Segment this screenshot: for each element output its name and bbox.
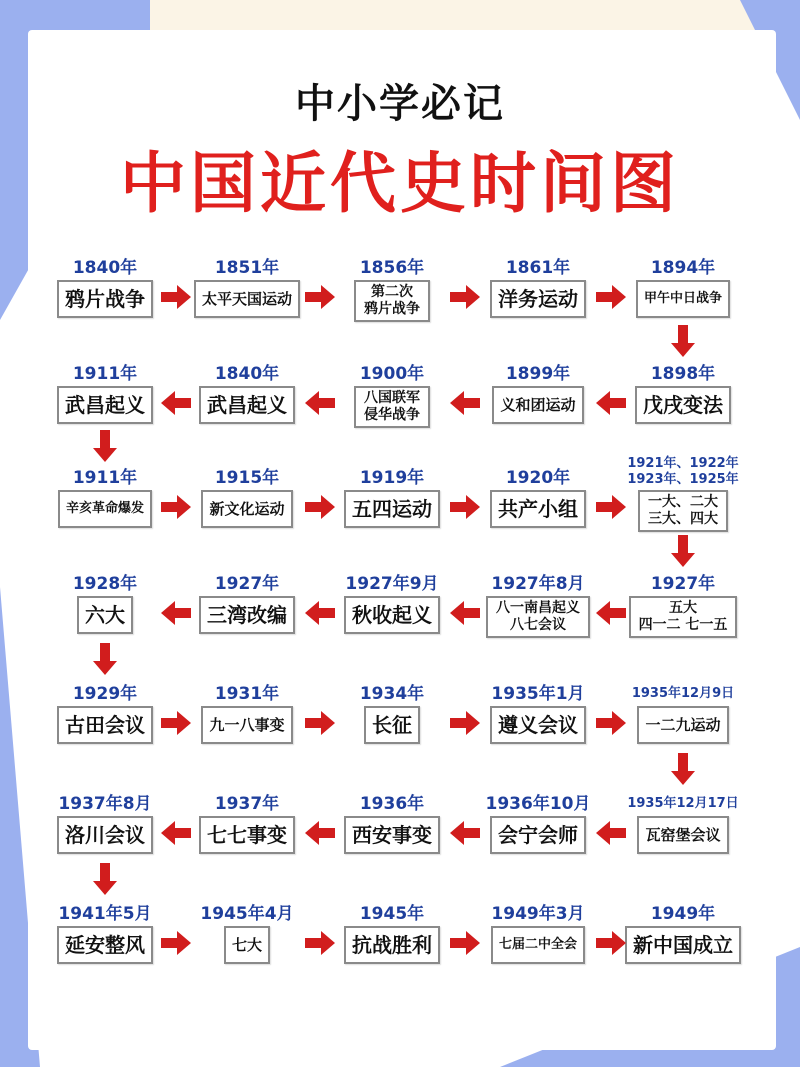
event-name: 太平天国运动 bbox=[201, 290, 292, 308]
arrow-right-icon bbox=[450, 931, 480, 955]
arrow-left-icon bbox=[596, 821, 626, 845]
event-box bbox=[57, 386, 153, 424]
event-box bbox=[638, 490, 728, 532]
arrow-right-icon bbox=[161, 711, 191, 735]
event-date: 1861年 bbox=[505, 258, 571, 278]
event-box bbox=[490, 280, 586, 318]
timeline-node bbox=[613, 574, 753, 638]
timeline-node bbox=[468, 574, 608, 638]
timeline-node bbox=[35, 574, 175, 634]
event-box bbox=[637, 706, 728, 744]
timeline-node bbox=[177, 904, 317, 964]
event-date: 1840年 bbox=[214, 364, 280, 384]
event-date: 1920年 bbox=[505, 468, 571, 488]
arrow-left-icon bbox=[161, 601, 191, 625]
event-box bbox=[344, 816, 440, 854]
event-box bbox=[77, 596, 133, 634]
event-name: 侵华战争 bbox=[364, 407, 420, 423]
event-box bbox=[57, 926, 153, 964]
event-name: 八国联军 bbox=[364, 390, 420, 406]
event-date: 1936年10月 bbox=[485, 794, 591, 814]
event-box bbox=[636, 280, 730, 318]
event-name: 七届二中全会 bbox=[498, 937, 577, 952]
event-box bbox=[364, 706, 420, 744]
event-box bbox=[201, 706, 292, 744]
arrow-down-icon bbox=[671, 325, 695, 357]
event-name: 甲午中日战争 bbox=[643, 291, 722, 306]
event-box bbox=[629, 596, 738, 638]
event-date: 1894年 bbox=[650, 258, 716, 278]
arrow-down-icon bbox=[93, 863, 117, 895]
event-name: 共产小组 bbox=[498, 497, 578, 521]
timeline-node bbox=[177, 574, 317, 634]
event-box bbox=[490, 706, 586, 744]
timeline-node bbox=[322, 258, 462, 322]
timeline-node bbox=[35, 364, 175, 424]
event-name: 五大 bbox=[669, 600, 697, 616]
event-date: 1929年 bbox=[72, 684, 138, 704]
event-name: 古田会议 bbox=[65, 713, 145, 737]
event-date: 1899年 bbox=[505, 364, 571, 384]
arrow-left-icon bbox=[161, 391, 191, 415]
timeline-node bbox=[35, 468, 175, 528]
event-name: 三湾改编 bbox=[207, 603, 287, 627]
event-date: 1919年 bbox=[359, 468, 425, 488]
arrow-right-icon bbox=[161, 285, 191, 309]
arrow-down-icon bbox=[671, 753, 695, 785]
timeline-node bbox=[322, 684, 462, 744]
event-date bbox=[613, 456, 753, 490]
arrow-right-icon bbox=[596, 711, 626, 735]
event-name: 九一八事变 bbox=[209, 716, 285, 734]
event-date: 1945年4月 bbox=[200, 904, 294, 924]
timeline-node bbox=[35, 684, 175, 744]
poster-subtitle: 中小学必记 bbox=[295, 81, 505, 127]
event-name: 新中国成立 bbox=[633, 933, 733, 957]
arrow-down-icon bbox=[93, 430, 117, 462]
event-box bbox=[492, 386, 583, 424]
event-box bbox=[354, 386, 430, 428]
event-box bbox=[625, 926, 741, 964]
timeline-node bbox=[35, 794, 175, 854]
arrow-right-icon bbox=[161, 931, 191, 955]
arrow-right-icon bbox=[305, 495, 335, 519]
event-date: 1934年 bbox=[359, 684, 425, 704]
event-name: 四一二 七一五 bbox=[638, 617, 728, 633]
event-box bbox=[199, 386, 295, 424]
arrow-right-icon bbox=[450, 495, 480, 519]
timeline-node bbox=[613, 684, 753, 744]
event-name: 洋务运动 bbox=[498, 287, 578, 311]
timeline-node bbox=[322, 794, 462, 854]
timeline-node bbox=[322, 364, 462, 428]
timeline-node bbox=[177, 684, 317, 744]
event-box bbox=[194, 280, 300, 318]
event-date: 1945年 bbox=[359, 904, 425, 924]
event-name: 新文化运动 bbox=[209, 500, 285, 518]
timeline-node bbox=[468, 794, 608, 854]
event-name: 辛亥革命爆发 bbox=[65, 501, 144, 516]
event-name: 义和团运动 bbox=[500, 396, 576, 414]
event-box bbox=[490, 490, 586, 528]
timeline-node bbox=[613, 456, 753, 532]
event-date-line: 1923年、1925年 bbox=[627, 472, 739, 487]
event-name: 鸦片战争 bbox=[65, 287, 145, 311]
event-name: 遵义会议 bbox=[498, 713, 578, 737]
timeline-node bbox=[35, 904, 175, 964]
event-name: 西安事变 bbox=[352, 823, 432, 847]
event-box bbox=[224, 926, 270, 964]
event-date: 1927年 bbox=[650, 574, 716, 594]
event-date: 1927年8月 bbox=[491, 574, 585, 594]
arrow-left-icon bbox=[450, 821, 480, 845]
event-box bbox=[637, 816, 728, 854]
timeline-node bbox=[468, 684, 608, 744]
timeline-node bbox=[177, 258, 317, 318]
arrow-right-icon bbox=[450, 285, 480, 309]
event-date: 1927年9月 bbox=[345, 574, 439, 594]
event-date: 1851年 bbox=[214, 258, 280, 278]
arrow-left-icon bbox=[305, 601, 335, 625]
event-box bbox=[344, 926, 440, 964]
event-name: 第二次 bbox=[371, 284, 413, 300]
event-date: 1856年 bbox=[359, 258, 425, 278]
event-date: 1941年5月 bbox=[58, 904, 152, 924]
event-box bbox=[490, 816, 586, 854]
event-date: 1911年 bbox=[72, 468, 138, 488]
event-date: 1949年 bbox=[650, 904, 716, 924]
event-date: 1915年 bbox=[214, 468, 280, 488]
timeline-node bbox=[322, 468, 462, 528]
event-date: 1935年1月 bbox=[491, 684, 585, 704]
event-box bbox=[344, 490, 440, 528]
event-name: 武昌起义 bbox=[207, 393, 287, 417]
timeline-node bbox=[177, 468, 317, 528]
arrow-left-icon bbox=[305, 391, 335, 415]
event-box bbox=[57, 816, 153, 854]
timeline-node bbox=[613, 904, 753, 964]
event-name: 五四运动 bbox=[352, 497, 432, 521]
event-date: 1928年 bbox=[72, 574, 138, 594]
event-box bbox=[57, 706, 153, 744]
event-date: 1931年 bbox=[214, 684, 280, 704]
event-name: 武昌起义 bbox=[65, 393, 145, 417]
event-date: 1900年 bbox=[359, 364, 425, 384]
event-name: 三大、四大 bbox=[648, 511, 718, 527]
event-name: 一二九运动 bbox=[645, 716, 721, 734]
arrow-left-icon bbox=[305, 821, 335, 845]
event-name: 秋收起义 bbox=[352, 603, 432, 627]
event-date: 1927年 bbox=[214, 574, 280, 594]
event-box bbox=[201, 490, 292, 528]
event-name: 八一南昌起义 bbox=[496, 600, 580, 616]
event-box bbox=[354, 280, 430, 322]
event-name: 延安整风 bbox=[65, 933, 145, 957]
timeline-node bbox=[613, 794, 753, 854]
event-name: 洛川会议 bbox=[65, 823, 145, 847]
arrow-right-icon bbox=[305, 711, 335, 735]
event-date-line: 1921年、1922年 bbox=[627, 456, 739, 471]
timeline-node bbox=[613, 258, 753, 318]
arrow-right-icon bbox=[305, 931, 335, 955]
event-date: 1937年 bbox=[214, 794, 280, 814]
arrow-left-icon bbox=[450, 391, 480, 415]
event-date: 1935年12月9日 bbox=[631, 686, 735, 701]
event-box bbox=[57, 280, 153, 318]
event-date: 1898年 bbox=[650, 364, 716, 384]
arrow-left-icon bbox=[596, 601, 626, 625]
arrow-right-icon bbox=[596, 495, 626, 519]
event-box bbox=[58, 490, 152, 528]
event-box bbox=[491, 926, 585, 964]
event-name: 长征 bbox=[372, 713, 412, 737]
event-name: 抗战胜利 bbox=[352, 933, 432, 957]
arrow-left-icon bbox=[596, 391, 626, 415]
event-date: 1937年8月 bbox=[58, 794, 152, 814]
event-date: 1936年 bbox=[359, 794, 425, 814]
timeline-node bbox=[35, 258, 175, 318]
event-date: 1949年3月 bbox=[491, 904, 585, 924]
arrow-left-icon bbox=[450, 601, 480, 625]
arrow-right-icon bbox=[596, 931, 626, 955]
timeline-node bbox=[468, 258, 608, 318]
timeline-node bbox=[177, 364, 317, 424]
arrow-right-icon bbox=[450, 711, 480, 735]
event-box bbox=[486, 596, 590, 638]
event-date: 1935年12月17日 bbox=[627, 796, 739, 811]
event-box bbox=[344, 596, 440, 634]
timeline-node bbox=[613, 364, 753, 424]
event-name: 七大 bbox=[231, 936, 262, 954]
event-date: 1840年 bbox=[72, 258, 138, 278]
timeline-node bbox=[468, 468, 608, 528]
timeline-node bbox=[322, 904, 462, 964]
timeline-node bbox=[468, 904, 608, 964]
event-box bbox=[199, 816, 295, 854]
arrow-right-icon bbox=[596, 285, 626, 309]
event-name: 瓦窑堡会议 bbox=[645, 826, 721, 844]
event-name: 六大 bbox=[85, 603, 125, 627]
event-name: 鸦片战争 bbox=[364, 301, 420, 317]
poster-title: 中国近代史时间图 bbox=[120, 145, 680, 222]
timeline-node bbox=[468, 364, 608, 424]
event-name: 八七会议 bbox=[510, 617, 566, 633]
arrow-down-icon bbox=[93, 643, 117, 675]
event-name: 戊戌变法 bbox=[643, 393, 723, 417]
arrow-left-icon bbox=[161, 821, 191, 845]
timeline-node bbox=[177, 794, 317, 854]
arrow-right-icon bbox=[305, 285, 335, 309]
event-name: 七七事变 bbox=[207, 823, 287, 847]
event-box bbox=[635, 386, 731, 424]
event-name: 会宁会师 bbox=[498, 823, 578, 847]
arrow-down-icon bbox=[671, 535, 695, 567]
background-strip-top bbox=[150, 0, 800, 30]
event-box bbox=[199, 596, 295, 634]
event-name: 一大、二大 bbox=[648, 494, 718, 510]
event-date: 1911年 bbox=[72, 364, 138, 384]
arrow-right-icon bbox=[161, 495, 191, 519]
timeline-node bbox=[322, 574, 462, 634]
